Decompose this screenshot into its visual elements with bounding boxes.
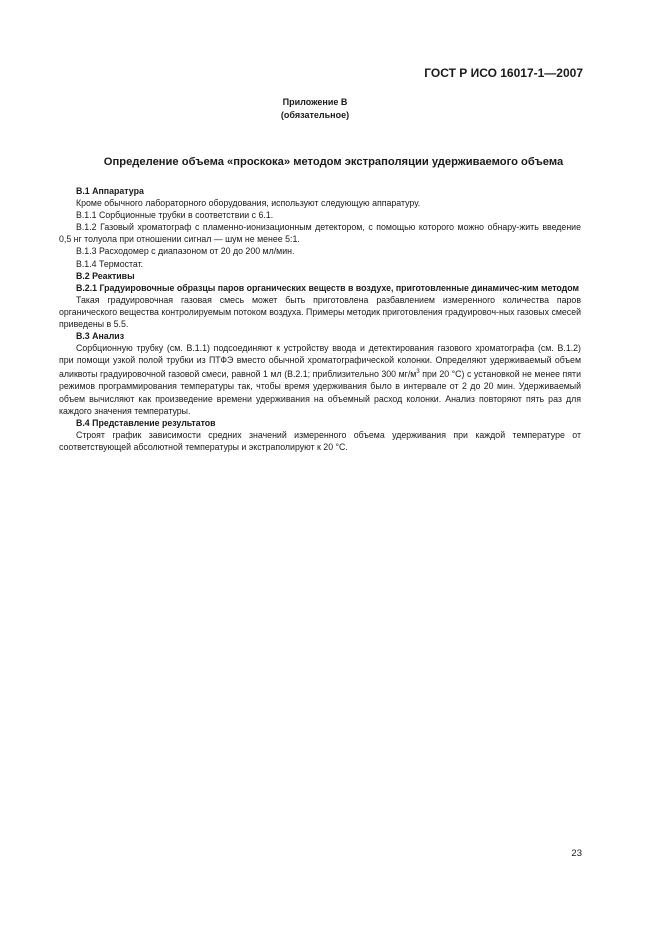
heading-b2: В.2 Реактивы (76, 270, 135, 281)
document-body (59, 185, 581, 453)
paragraph-b13: В.1.3 Расходомер с диапазоном от 20 до 200 мл/мин. (76, 246, 295, 257)
heading-b1: В.1 Аппаратура (76, 186, 144, 196)
paragraph-b4: Строят график зависимости средних значений измеренного объема удерживания при каждой температуре от соответствующей абсолютной температуры и экстраполируют к 20 °С. (59, 429, 581, 452)
paragraph-b21: Такая градуировочная газовая смесь может быть приготовлена разбавлением измеренного количества паров органического вещества контролируемым потоком воздуха. Примеры методик приготовления градуировоч-ных газовых смесей приведены в 5.5. (59, 294, 581, 330)
paragraph-b3 (59, 342, 581, 416)
appendix-heading (0, 96, 630, 122)
heading-b21: В.2.1 Градуировочные образцы паров органических веществ в воздухе, приготовленные динамичес-ким методом (76, 282, 580, 293)
appendix-title: Приложение В (282, 97, 348, 107)
heading-b3: В.3 Анализ (76, 331, 125, 342)
paragraph-b3-part-a: Сорбционную трубку (см. В.1.1) подсоединяют к устройству ввода и детектирования газового хроматографа (см. В.1.2) при помощи узкой полой трубки из ПТФЭ вместо обычной хроматографической колонки. Определяют удерживаемый объем аликвоты градуировочной газовой смеси, равной 1 мл (В.2.1; приблизительно 300 мг/м (59, 343, 581, 380)
superscript-3: 3 (416, 369, 420, 376)
page-number: 23 (571, 848, 582, 859)
paragraph-b14: В.1.4 Термостат. (76, 258, 144, 269)
paragraph-b11: В.1.1 Сорбционные трубки в соответствии с 6.1. (76, 210, 274, 221)
section-title: Определение объема «проскока» методом экстраполяции удерживаемого объема (103, 156, 564, 168)
heading-b4: В.4 Представление результатов (76, 417, 216, 428)
paragraph-b3-part-b: при 20 °С) с установкой не менее пяти режимов программирования температуры так, чтобы время удерживания было в интервале от 2 до 20 мин. Удерживаемый объем вычисляют как произведение времени удерживания на объемный расход колонки. Анализ повторяют пять раз для каждого значения температуры. (59, 369, 582, 416)
paragraph-b1-intro: Кроме обычного лабораторного оборудования, используют следующую аппаратуру. (76, 198, 421, 209)
paragraph-b12: В.1.2 Газовый хроматограф с пламенно-ионизационным детектором, с помощью которого можно обнару-жить введение 0,5 нг толуола при отношении сигнал — шум не менее 5:1. (59, 222, 581, 245)
appendix-status: (обязательное) (280, 110, 350, 120)
document-code: ГОСТ Р ИСО 16017-1—2007 (424, 66, 583, 80)
